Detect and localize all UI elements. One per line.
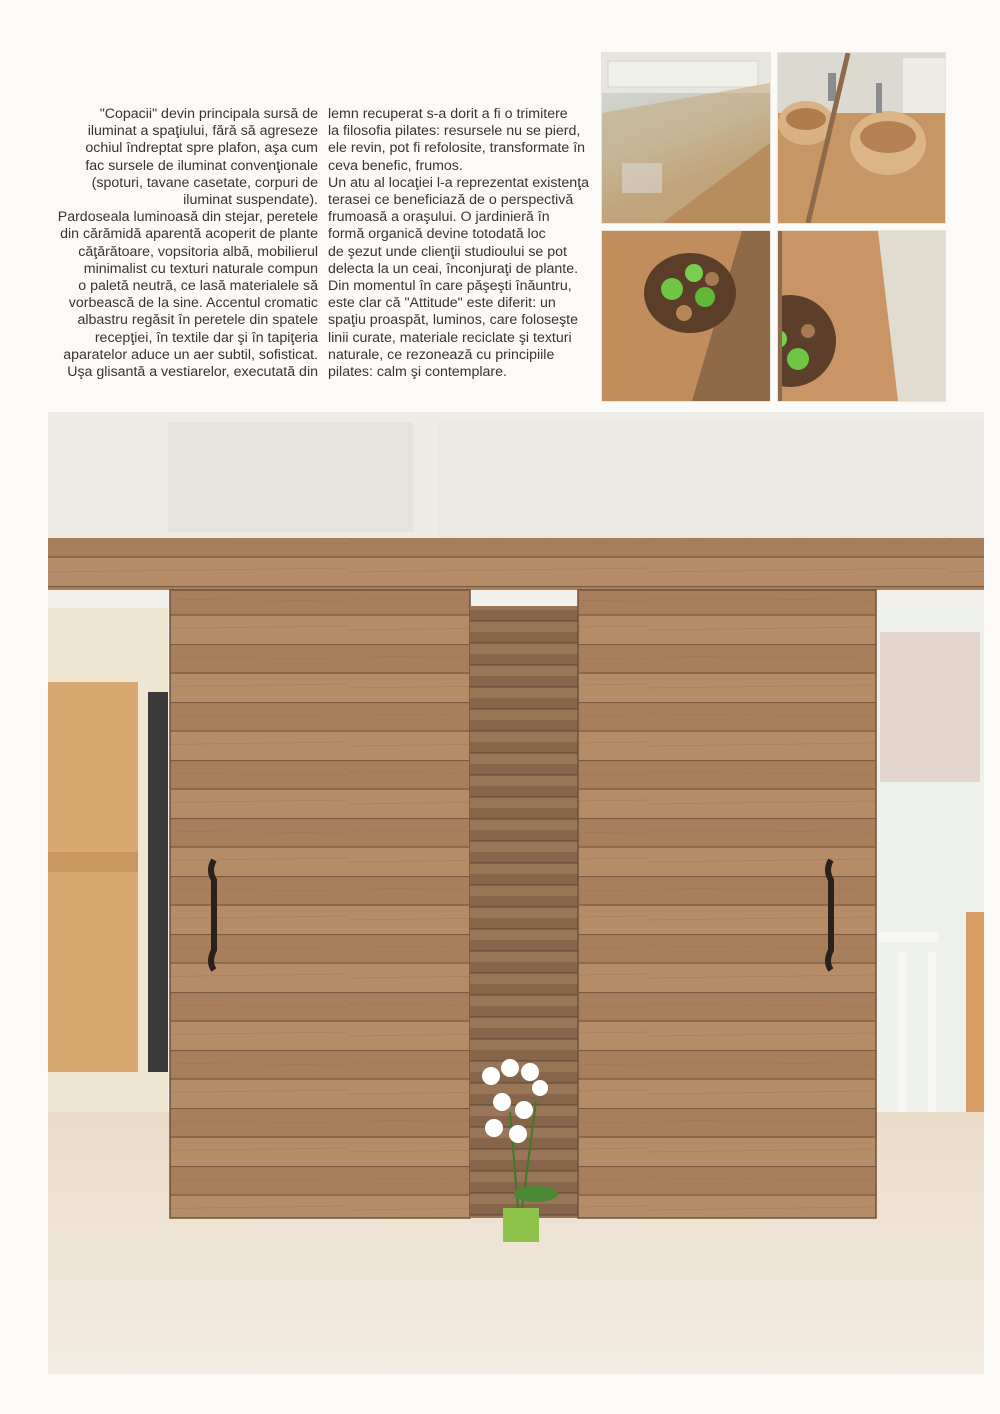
text-line: frumoasă a oraşului. O jardinieră în [328,209,550,226]
thumb1-graphic [602,53,770,223]
article-column-2 [328,106,590,381]
text-line: aparatelor aduce un aer subtil, sofisticat. [63,346,318,363]
text-line: delecta la un ceai, înconjuraţi de plante. [328,260,579,277]
text-line: din cărămidă aparentă acoperit de plante [60,226,318,243]
text-line: Un atu al locaţiei l-a reprezentat existenţa [328,174,590,191]
text-line: spaţiu proaspăt, luminos, care foloseşte [328,312,578,329]
text-line: este clar că "Attitude" este diferit: un [328,295,556,312]
text-line: la filosofia pilates: resursele nu se pierd, [328,123,581,140]
wooden-sliding-door-photo [48,412,984,1374]
text-line: Pardoseala luminoasă din stejar, peretele [57,209,318,226]
text-line: albastru regăsit în peretele din spatele [77,312,318,329]
text-line: "Copacii" devin principala sursă de [99,106,318,122]
text-line: pilates: calm şi contemplare. [328,364,507,381]
thumb2-graphic [778,53,945,223]
text-line: lemn recuperat s-a dorit a fi o trimitere [328,106,568,122]
text-line: (spoturi, tavane casetate, corpuri de [91,174,318,191]
text-line: de şezut unde clienţii studioului se pot [328,243,567,260]
plant-bowl-icon [601,230,771,402]
stone-sink-bowls-icon [777,52,946,224]
thumb4-graphic [778,231,945,401]
text-line: terasei ce beneficiază de o perspectivă [328,192,574,209]
text-line: recepţiei, în textile dar şi în tapiţeria [94,329,318,346]
main-photo-graphic [48,412,984,1374]
text-line: o paletă neutră, ce lasă materialele să [78,278,318,295]
text-line: căţărătoare, vopsitoria albă, mobilierul [78,243,318,260]
text-line: fac sursele de iluminat convenţionale [85,157,318,174]
text-line: Uşa glisantă a vestiarelor, executată din [67,364,318,381]
plant-bowl-mirror-icon [777,230,946,402]
text-line: naturale, ce rezonează cu principiile [328,346,555,363]
text-line: iluminat suspendate). [183,192,318,209]
text-line: ochiul îndreptat spre plafon, aşa cum [85,140,318,157]
text-line: Din momentul în care păşeşti înăuntru, [328,278,572,295]
text-line: vorbească de la sine. Accentul cromatic [68,295,318,312]
article-column-1 [48,106,318,381]
bathroom-sink-counter-icon [601,52,771,224]
text-line: ceva benefic, frumos. [328,157,463,174]
text-line: iluminat a spaţiului, fără să agreseze [87,123,318,140]
text-line: linii curate, materiale reciclate şi texturi [328,329,572,346]
thumb3-graphic [602,231,770,401]
text-line: formă organică devine totodată loc [328,226,546,243]
text-line: ele revin, pot fi refolosite, transformate în [328,140,586,157]
text-line: minimalist cu texturi naturale compun [83,260,318,277]
